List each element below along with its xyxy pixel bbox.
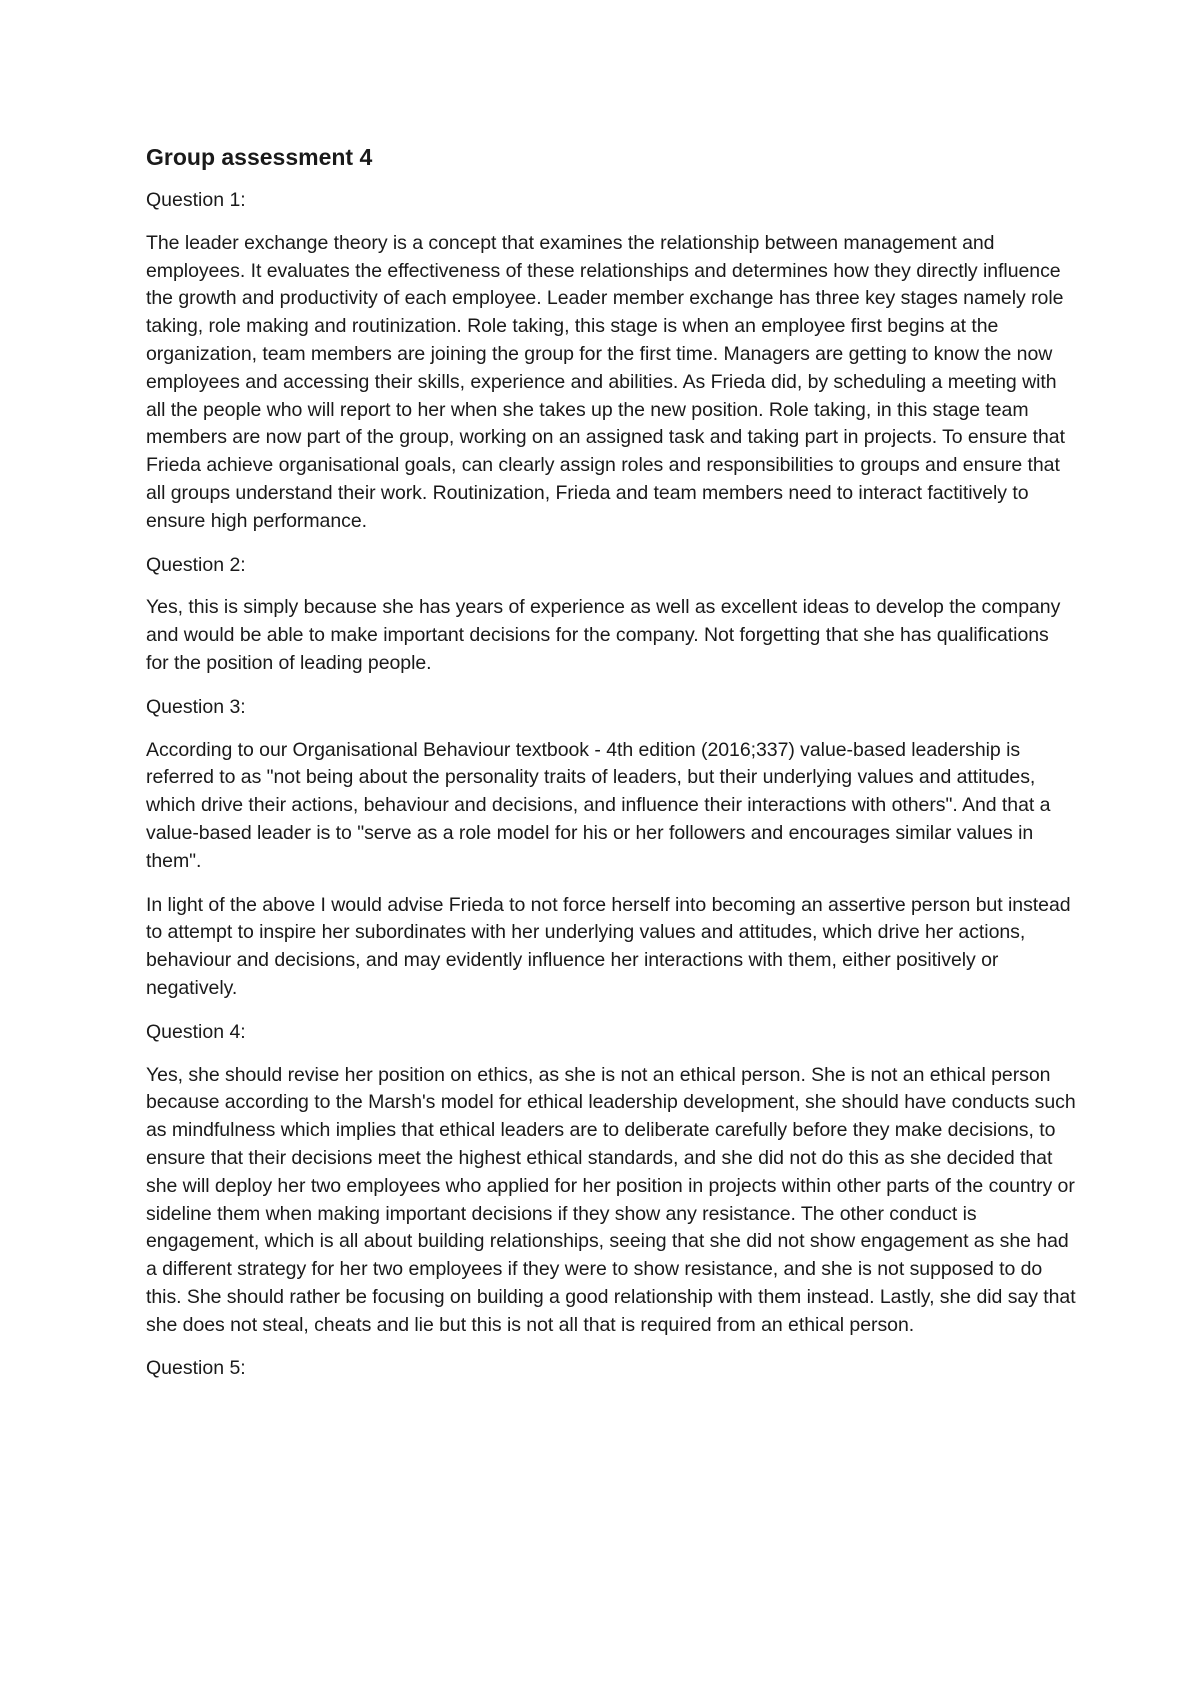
section-question-2 — [146, 552, 1076, 678]
document-title: Group assessment 4 — [146, 144, 373, 170]
question-1-answer: The leader exchange theory is a concept that examines the relationship between management and employees. It evaluates the effectiveness of these relationships and determines how they directly influence the growth and productivity of each employee. Leader member exchange has three key stages namely role taking, role making and routinization. Role taking, this stage is when an employee first begins at the organization, team members are joining the group for the first time. Managers are getting to know the now employees and accessing their skills, experience and abilities. As Frieda did, by scheduling a meeting with all the people who will report to her when she takes up the new position. Role taking, in this stage team members are now part of the group, working on an assigned task and taking part in projects. To ensure that Frieda achieve organisational goals, can clearly assign roles and responsibilities to groups and ensure that all groups understand their work. Routinization, Frieda and team members need to interact factitively to ensure high performance. — [146, 231, 1065, 532]
question-2-answer: Yes, this is simply because she has years of experience as well as excellent ideas to develop the company and would be able to make important decisions for the company. Not forgetting that she has qualifications for the position of leading people. — [146, 596, 1061, 674]
question-1-heading: Question 1: — [146, 189, 246, 211]
section-question-4 — [146, 1019, 1076, 1340]
section-question-5 — [146, 1355, 1076, 1383]
section-question-1 — [146, 187, 1076, 536]
question-3-answer-paragraph-1: According to our Organisational Behaviour textbook - 4th edition (2016;337) value-based leadership is referred to as "not being about the personality traits of leaders, but their underlying values and attitudes, which drive their actions, behaviour and decisions, and influence their interactions with others". And that a value-based leader is to "serve as a role model for his or her followers and encourages similar values in them". — [146, 738, 1051, 872]
question-4-heading: Question 4: — [146, 1020, 246, 1043]
question-3-heading: Question 3: — [146, 695, 246, 718]
section-question-3 — [146, 694, 1076, 1003]
question-5-heading: Question 5: — [146, 1357, 246, 1380]
question-2-heading: Question 2: — [146, 553, 246, 576]
question-3-answer-paragraph-2: In light of the above I would advise Frieda to not force herself into becoming an assertive person but instead to attempt to inspire her subordinates with her underlying values and attitudes, which drive her actions, behaviour and decisions, and may evidently influence her interactions with them, either positively or negatively. — [146, 893, 1071, 999]
document-page — [146, 144, 1076, 1398]
question-4-answer: Yes, she should revise her position on ethics, as she is not an ethical person. She is not an ethical person because according to the Marsh's model for ethical leadership development, she should have conducts such as mindfulness which implies that ethical leaders are to deliberate carefully before they make decisions, to ensure that their decisions meet the highest ethical standards, and she did not do this as she decided that she will deploy her two employees who applied for her position in projects within other parts of the country or sideline them when making important decisions if they show any resistance. The other conduct is engagement, which is all about building relationships, seeing that she did not show engagement as she had a different strategy for her two employees if they were to show resistance, and she is not supposed to do this. She should rather be focusing on building a good relationship with them instead. Lastly, she did say that she does not steal, cheats and lie but this is not all that is required from an ethical person. — [146, 1063, 1076, 1336]
